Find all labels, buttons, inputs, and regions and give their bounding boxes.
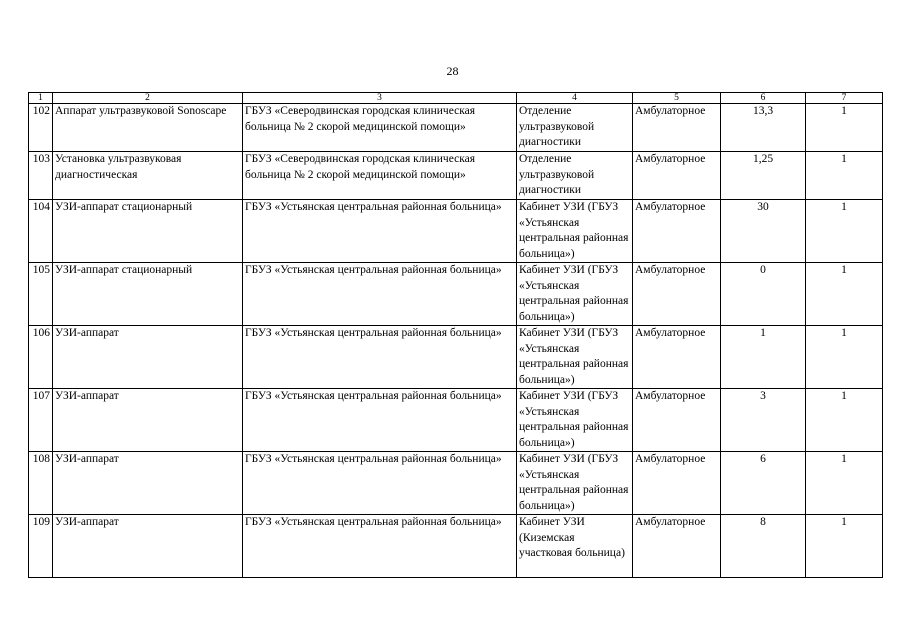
- count: 1: [806, 200, 883, 263]
- row-number: 108: [29, 452, 53, 515]
- care-type: Амбулаторное: [633, 152, 721, 200]
- care-type: Амбулаторное: [633, 263, 721, 326]
- care-type: Амбулаторное: [633, 452, 721, 515]
- header-cell: 3: [243, 93, 517, 104]
- value: 1,25: [721, 152, 806, 200]
- department: Кабинет УЗИ (ГБУЗ «Устьянская центральная районная больница»): [517, 452, 633, 515]
- organization: ГБУЗ «Устьянская центральная районная больница»: [243, 389, 517, 452]
- department: Отделение ультразвуковой диагностики: [517, 152, 633, 200]
- organization: ГБУЗ «Устьянская центральная районная больница»: [243, 452, 517, 515]
- care-type: Амбулаторное: [633, 104, 721, 152]
- care-type: Амбулаторное: [633, 200, 721, 263]
- value: 13,3: [721, 104, 806, 152]
- row-number: 102: [29, 104, 53, 152]
- row-number: 107: [29, 389, 53, 452]
- value: 8: [721, 515, 806, 578]
- device-name: Установка ультразвуковая диагностическая: [53, 152, 243, 200]
- count: 1: [806, 263, 883, 326]
- table-row: [29, 104, 883, 152]
- count: 1: [806, 152, 883, 200]
- care-type: Амбулаторное: [633, 389, 721, 452]
- device-name: УЗИ-аппарат: [53, 389, 243, 452]
- device-name: УЗИ-аппарат стационарный: [53, 263, 243, 326]
- count: 1: [806, 515, 883, 578]
- table-row: [29, 326, 883, 389]
- care-type: Амбулаторное: [633, 515, 721, 578]
- organization: ГБУЗ «Северодвинская городская клиническая больница № 2 скорой медицинской помощи»: [243, 152, 517, 200]
- department: Кабинет УЗИ (Киземская участковая больница): [517, 515, 633, 578]
- row-number: 109: [29, 515, 53, 578]
- value: 1: [721, 326, 806, 389]
- header-cell: 4: [517, 93, 633, 104]
- table-row: [29, 452, 883, 515]
- table-row: [29, 263, 883, 326]
- table-row: [29, 152, 883, 200]
- header-cell: 2: [53, 93, 243, 104]
- count: 1: [806, 104, 883, 152]
- organization: ГБУЗ «Устьянская центральная районная больница»: [243, 200, 517, 263]
- table-row: [29, 515, 883, 578]
- department: Отделение ультразвуковой диагностики: [517, 104, 633, 152]
- department: Кабинет УЗИ (ГБУЗ «Устьянская центральная районная больница»): [517, 389, 633, 452]
- department: Кабинет УЗИ (ГБУЗ «Устьянская центральная районная больница»): [517, 326, 633, 389]
- device-name: УЗИ-аппарат: [53, 452, 243, 515]
- organization: ГБУЗ «Устьянская центральная районная больница»: [243, 515, 517, 578]
- header-cell: 7: [806, 93, 883, 104]
- device-name: УЗИ-аппарат: [53, 515, 243, 578]
- header-row: [29, 93, 883, 104]
- header-cell: 6: [721, 93, 806, 104]
- value: 6: [721, 452, 806, 515]
- department: Кабинет УЗИ (ГБУЗ «Устьянская центральная районная больница»): [517, 200, 633, 263]
- department: Кабинет УЗИ (ГБУЗ «Устьянская центральная районная больница»): [517, 263, 633, 326]
- value: 30: [721, 200, 806, 263]
- row-number: 106: [29, 326, 53, 389]
- organization: ГБУЗ «Устьянская центральная районная больница»: [243, 326, 517, 389]
- table-row: [29, 200, 883, 263]
- header-cell: 1: [29, 93, 53, 104]
- device-name: УЗИ-аппарат стационарный: [53, 200, 243, 263]
- row-number: 103: [29, 152, 53, 200]
- page-number: 28: [446, 64, 459, 78]
- device-name: Аппарат ультразвуковой Sonoscape: [53, 104, 243, 152]
- count: 1: [806, 452, 883, 515]
- value: 3: [721, 389, 806, 452]
- organization: ГБУЗ «Северодвинская городская клиническая больница № 2 скорой медицинской помощи»: [243, 104, 517, 152]
- care-type: Амбулаторное: [633, 326, 721, 389]
- count: 1: [806, 389, 883, 452]
- count: 1: [806, 326, 883, 389]
- organization: ГБУЗ «Устьянская центральная районная больница»: [243, 263, 517, 326]
- header-cell: 5: [633, 93, 721, 104]
- value: 0: [721, 263, 806, 326]
- row-number: 105: [29, 263, 53, 326]
- table-row: [29, 389, 883, 452]
- device-name: УЗИ-аппарат: [53, 326, 243, 389]
- equipment-table: [28, 92, 883, 578]
- row-number: 104: [29, 200, 53, 263]
